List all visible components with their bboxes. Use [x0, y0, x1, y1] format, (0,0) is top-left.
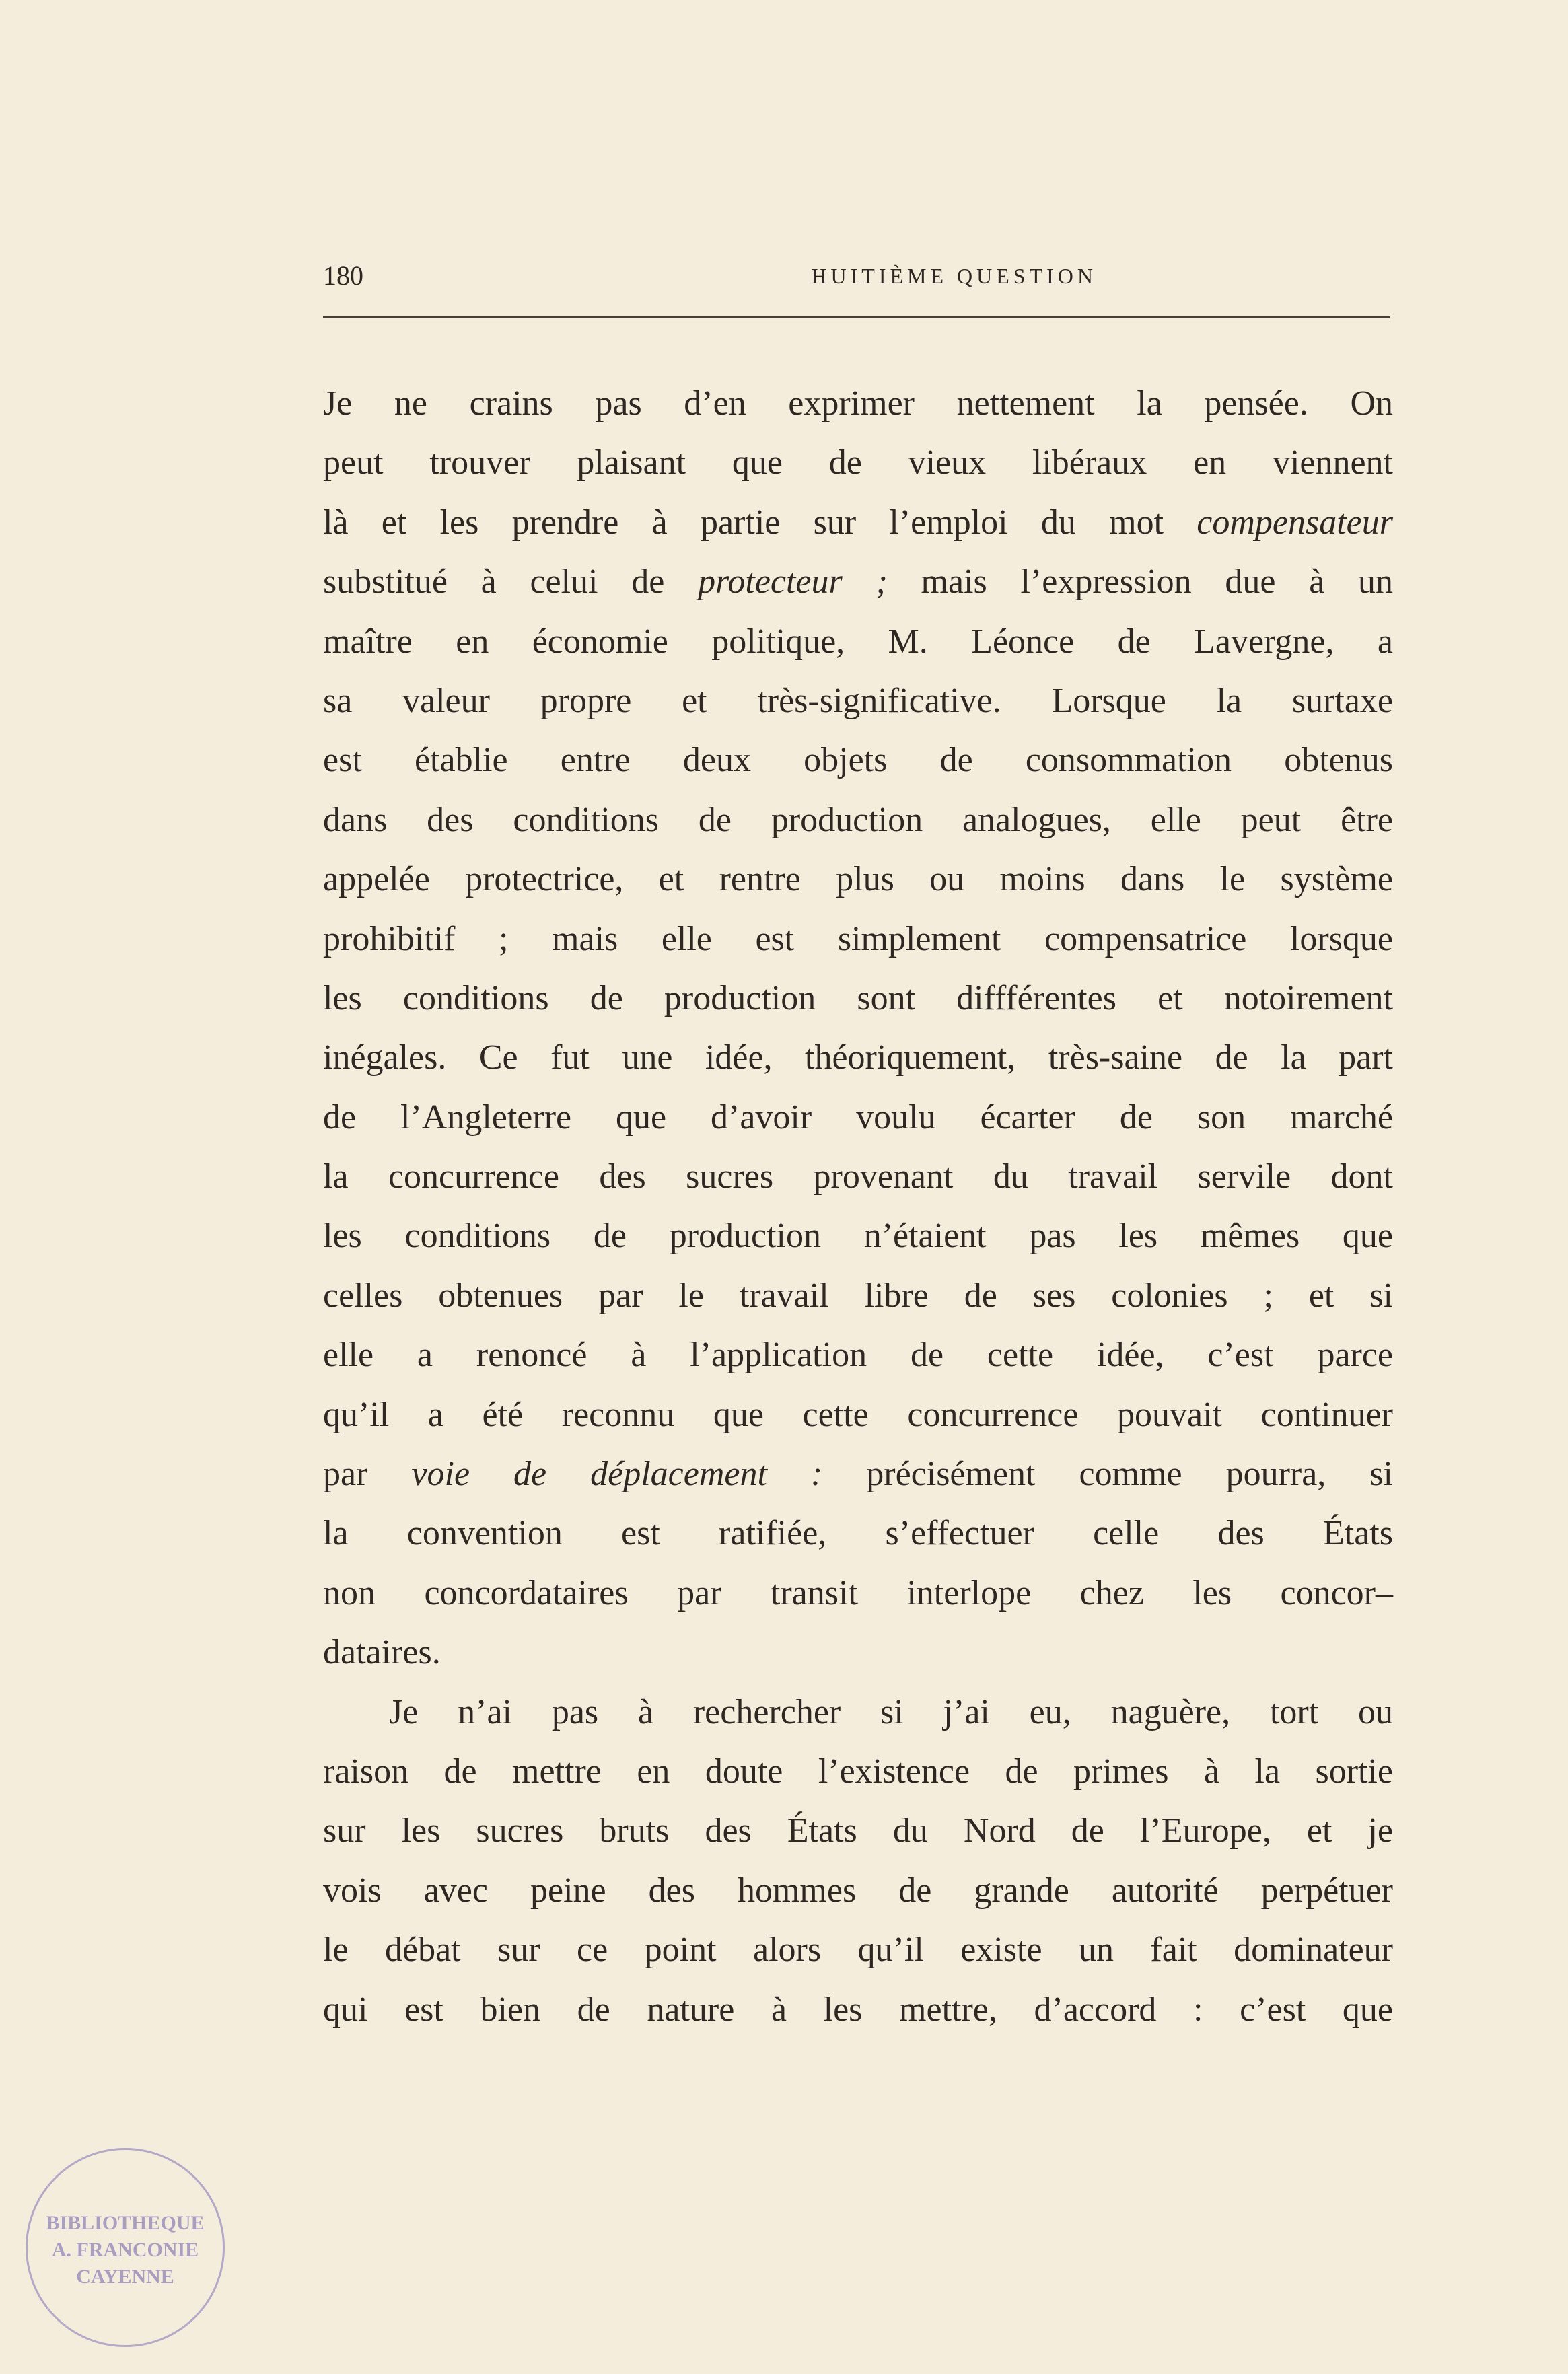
text-line	[323, 433, 1393, 493]
text-line	[323, 1028, 1393, 1087]
text-line	[323, 612, 1393, 672]
text-line	[323, 1326, 1393, 1385]
text-segment: elle a renoncé à l’application de cette idée, c’est parce	[323, 1336, 1393, 1375]
text-line	[323, 1801, 1393, 1861]
text-segment: inégales. Ce fut une idée, théoriquement, très-saine de la part	[323, 1038, 1393, 1077]
text-line	[323, 672, 1393, 731]
text-line	[323, 1742, 1393, 1801]
italic-text: voie de déplacement :	[411, 1455, 823, 1494]
stamp-line: BIBLIOTHEQUE	[46, 2212, 205, 2234]
stamp-line: A. FRANCONIE	[51, 2239, 199, 2261]
header-rule	[323, 316, 1390, 318]
text-segment: qu’il a été reconnu que cette concurrence pouvait continuer	[323, 1395, 1393, 1434]
text-line	[323, 1920, 1393, 1980]
text-segment: sa valeur propre et très-significative. Lorsque la surtaxe	[323, 681, 1393, 720]
text-segment: maître en économie politique, M. Léonce de Lavergne, a	[323, 622, 1393, 661]
text-segment: raison de mettre en doute l’existence de primes à la sortie	[323, 1752, 1393, 1791]
text-segment: sur les sucres bruts des États du Nord de l’Europe, et je	[323, 1811, 1393, 1850]
text-segment: là et les prendre à partie sur l’emploi du mot	[323, 503, 1197, 542]
text-line	[323, 493, 1393, 552]
text-line	[323, 1207, 1393, 1266]
text-line	[323, 1623, 1393, 1682]
text-line	[323, 552, 1393, 612]
text-line	[323, 1564, 1393, 1623]
text-line	[323, 374, 1393, 433]
running-title: HUITIÈME QUESTION	[811, 264, 1097, 288]
library-stamp	[26, 2148, 225, 2347]
text-segment: qui est bien de nature à les mettre, d’accord : c’est que	[323, 1990, 1393, 2029]
text-segment: les conditions de production n’étaient pas les mêmes que	[323, 1217, 1393, 1256]
text-segment: celles obtenues par le travail libre de ses colonies ; et si	[323, 1276, 1393, 1315]
text-line	[323, 1980, 1393, 2040]
text-segment: substitué à celui de	[323, 563, 699, 602]
text-segment: peut trouver plaisant que de vieux libéraux en viennent	[323, 443, 1393, 482]
text-line	[323, 1504, 1393, 1563]
text-line	[323, 1088, 1393, 1147]
page-number: 180	[323, 260, 363, 291]
text-line	[323, 1266, 1393, 1326]
italic-text: protecteur ;	[698, 563, 888, 602]
text-segment: le débat sur ce point alors qu’il existe un fait dominateur	[323, 1931, 1393, 1970]
text-segment: Je n’ai pas à rechercher si j’ai eu, naguère, tort ou	[389, 1692, 1393, 1731]
body-text	[323, 374, 1393, 2040]
text-line	[323, 1861, 1393, 1920]
italic-text: compensateur	[1197, 503, 1393, 542]
text-segment: précisément comme pourra, si	[822, 1455, 1393, 1494]
text-line	[323, 791, 1393, 850]
text-segment: appelée protectrice, et rentre plus ou moins dans le système	[323, 860, 1393, 899]
text-segment: prohibitif ; mais elle est simplement compensatrice lorsque	[323, 919, 1393, 958]
text-line	[323, 1386, 1393, 1445]
text-segment: la convention est ratifiée, s’effectuer celle des États	[323, 1514, 1393, 1553]
text-segment: par	[323, 1455, 412, 1494]
text-segment: Je ne crains pas d’en exprimer nettement la pensée. On	[323, 384, 1393, 423]
text-segment: de l’Angleterre que d’avoir voulu écarter de son marché	[323, 1098, 1393, 1137]
text-line	[323, 910, 1393, 969]
text-line	[323, 1147, 1393, 1207]
text-segment: la concurrence des sucres provenant du travail servile dont	[323, 1157, 1393, 1196]
text-segment: non concordataires par transit interlope chez les concor–	[323, 1573, 1393, 1612]
text-line	[323, 1445, 1393, 1504]
text-line	[323, 850, 1393, 909]
text-segment: est établie entre deux objets de consommation obtenus	[323, 741, 1393, 780]
running-header	[323, 256, 1393, 296]
text-segment: dans des conditions de production analogues, elle peut être	[323, 800, 1393, 839]
text-line	[323, 969, 1393, 1028]
text-line	[323, 1683, 1393, 1742]
text-segment: les conditions de production sont diffférentes et notoirement	[323, 978, 1393, 1017]
text-line	[323, 731, 1393, 790]
text-segment: mais l’expression due à un	[887, 563, 1394, 602]
text-segment: vois avec peine des hommes de grande autorité perpétuer	[323, 1871, 1393, 1910]
text-segment: dataires.	[323, 1633, 441, 1672]
stamp-line: CAYENNE	[76, 2266, 174, 2288]
